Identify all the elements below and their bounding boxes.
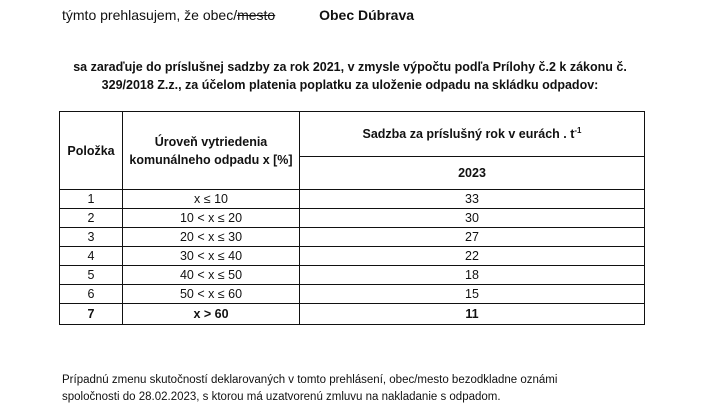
cell-rate: 27 <box>300 228 645 247</box>
header-rate-sup: -1 <box>574 126 582 136</box>
cell-level: x ≤ 10 <box>123 190 300 209</box>
cell-rate: 22 <box>300 247 645 266</box>
cell-item: 4 <box>60 247 123 266</box>
cell-item: 2 <box>60 209 123 228</box>
cell-level: 20 < x ≤ 30 <box>123 228 300 247</box>
header-level: Úroveň vytriedenia komunálneho odpadu x [%] <box>123 112 300 190</box>
header-rate-text: Sadzba za príslušný rok v eurách . t <box>362 127 575 142</box>
cell-item: 6 <box>60 285 123 304</box>
table-row <box>60 209 645 228</box>
cell-level: 40 < x ≤ 50 <box>123 266 300 285</box>
struck-word: mesto <box>237 7 276 23</box>
table-row <box>60 228 645 247</box>
header-rate <box>300 112 645 157</box>
cell-level: 10 < x ≤ 20 <box>123 209 300 228</box>
cell-item: 7 <box>60 304 123 325</box>
cell-level: 50 < x ≤ 60 <box>123 285 300 304</box>
cell-item: 1 <box>60 190 123 209</box>
cell-rate: 33 <box>300 190 645 209</box>
cell-item: 5 <box>60 266 123 285</box>
cell-rate: 30 <box>300 209 645 228</box>
declaration-line <box>62 7 414 23</box>
cell-level: 30 < x ≤ 40 <box>123 247 300 266</box>
intro-paragraph <box>70 58 630 94</box>
cell-rate: 11 <box>300 304 645 325</box>
cell-rate: 18 <box>300 266 645 285</box>
intro-line-2: 329/2018 Z.z., za účelom platenia poplatku za uloženie odpadu na skládku odpadov: <box>101 78 599 92</box>
footnote-line-1: Prípadnú zmenu skutočností deklarovaných v tomto prehlásení, obec/mesto bezodkladne oznámi <box>62 374 558 386</box>
footnote-line-2: spoločnosti do 28.02.2023, s ktorou má uzatvorenú zmluvu na nakladanie s odpadom. <box>62 391 501 403</box>
cell-item: 3 <box>60 228 123 247</box>
table-row <box>60 190 645 209</box>
header-year: 2023 <box>300 157 645 190</box>
municipality-name: Obec Dúbrava <box>319 7 415 23</box>
table-row <box>60 304 645 325</box>
table-row <box>60 266 645 285</box>
cell-rate: 15 <box>300 285 645 304</box>
table-row <box>60 285 645 304</box>
cell-level: x > 60 <box>123 304 300 325</box>
declaration-prefix: týmto prehlasujem, že obec/ <box>62 7 238 23</box>
footnote <box>62 372 662 406</box>
intro-line-1: sa zaraďuje do príslušnej sadzby za rok 2021, v zmysle výpočtu podľa Prílohy č.2 k zákonu č. <box>73 60 627 74</box>
header-item: Položka <box>60 112 123 190</box>
rate-table <box>59 111 645 325</box>
table-row <box>60 247 645 266</box>
